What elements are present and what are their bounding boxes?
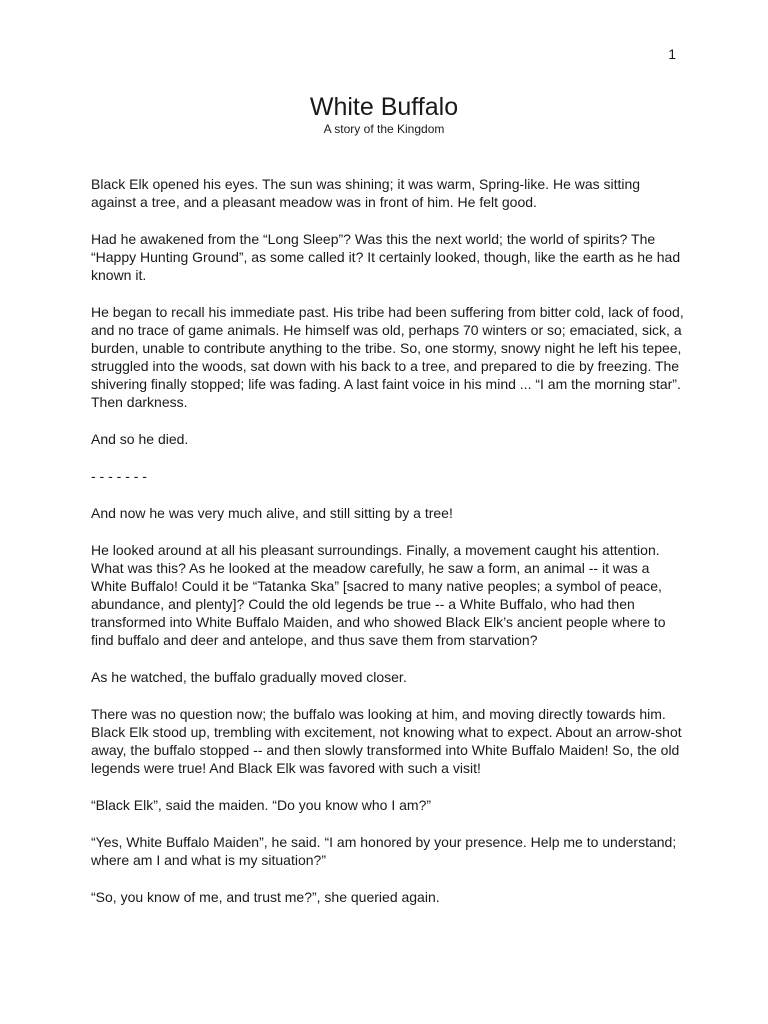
story-body [91, 175, 687, 925]
paragraph-black-elk-reply: “Yes, White Buffalo Maiden”, he said. “I am honored by your presence. Help me to understand; where am I and what is my situation?” [91, 834, 677, 868]
story-subtitle: A story of the Kingdom [323, 122, 445, 136]
paragraph-buffalo-closer: As he watched, the buffalo gradually moved closer. [91, 669, 407, 685]
paragraph-death: And so he died. [91, 431, 189, 447]
paragraph-long-sleep: Had he awakened from the “Long Sleep”? Was this the next world; the world of spirits? The “Happy Hunting Ground”, as some called it? It certainly looked, though, like the earth as he had known it. [91, 231, 681, 283]
story-title: White Buffalo [309, 93, 459, 121]
paragraph-awakening: Black Elk opened his eyes. The sun was shining; it was warm, Spring-like. He was sitting against a tree, and a pleasant meadow was in front of him. He felt good. [91, 176, 641, 210]
paragraph-white-buffalo: He looked around at all his pleasant surroundings. Finally, a movement caught his attention. What was this? As he looked at the meadow carefully, he saw a form, an animal -- it was a White Buffalo! Could it be “Tatanka Ska” [sacred to many native peoples; a symbol of peace, abundance, and plenty]? Could the old legends be true -- a White Buffalo, who had then transformed into White Buffalo Maiden, and who showed Black Elk’s ancient people where to find buffalo and deer and antelope, and thus save them from starvation? [91, 542, 666, 648]
section-separator: - - - - - - - [91, 468, 147, 484]
paragraph-alive: And now he was very much alive, and still sitting by a tree! [91, 505, 453, 521]
paragraph-recall-past: He began to recall his immediate past. His tribe had been suffering from bitter cold, lack of food, and no trace of game animals. He himself was old, perhaps 70 winters or so; emaciated, sick, a burden, unable to contribute anything to the tribe. So, one stormy, snowy night he left his tepee, struggled into the woods, sat down with his back to a tree, and prepared to die by freezing. The shivering finally stopped; life was fading. A last faint voice in his mind ... “I am the morning star”. Then darkness. [91, 304, 684, 410]
title-block [0, 92, 768, 137]
page-number: 1 [668, 46, 676, 62]
paragraph-transformation: There was no question now; the buffalo was looking at him, and moving directly towards him. Black Elk stood up, trembling with excitement, not knowing what to expect. About an arrow-shot away, the buffalo stopped -- and then slowly transformed into White Buffalo Maiden! So, the old legends were true! And Black Elk was favored with such a visit! [91, 706, 682, 776]
paragraph-maiden-query: “So, you know of me, and trust me?”, she queried again. [91, 889, 440, 905]
paragraph-maiden-question: “Black Elk”, said the maiden. “Do you know who I am?” [91, 797, 432, 813]
